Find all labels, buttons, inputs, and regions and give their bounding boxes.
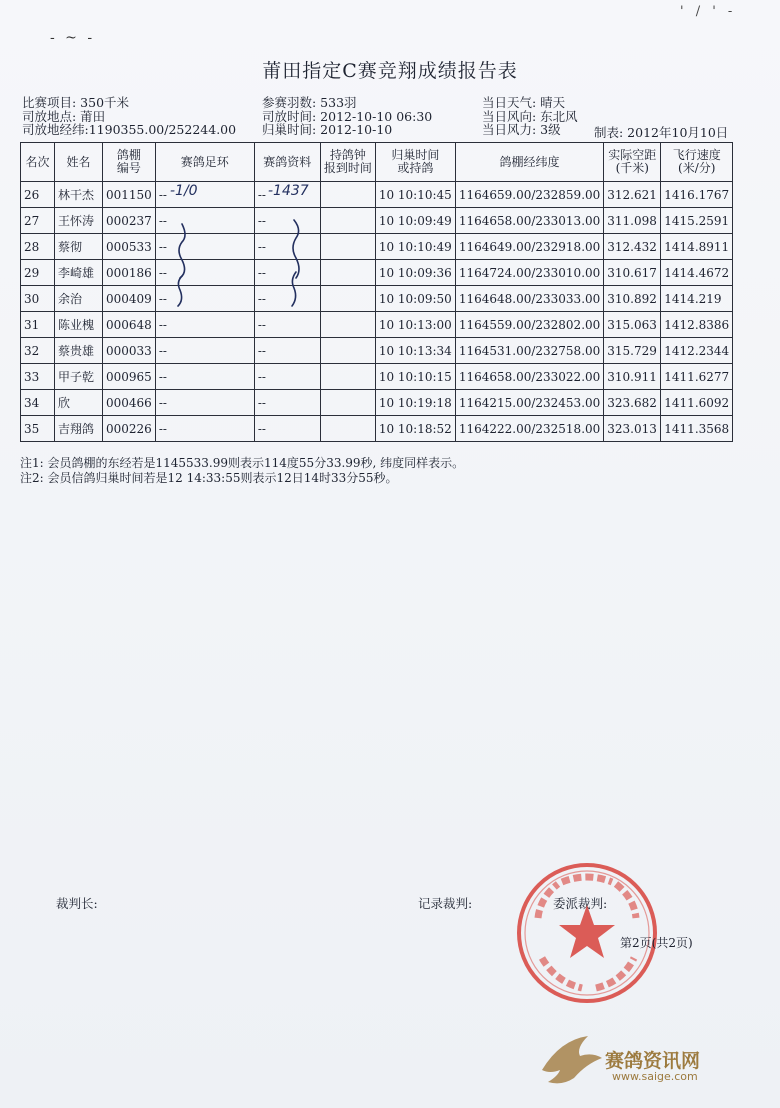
rank-cell: 34 (21, 390, 55, 416)
column-header: 实际空距 (千米) (604, 143, 661, 182)
info-cell: -- (254, 364, 320, 390)
table-row (21, 364, 733, 390)
return-date: 归巢时间: 2012-10-10 (262, 122, 393, 137)
rank-cell: 31 (21, 312, 55, 338)
table-row (21, 338, 733, 364)
return-time-cell: 10 10:18:52 (375, 416, 455, 442)
ring-cell: -- (155, 416, 254, 442)
speed-cell: 1411.3568 (661, 416, 733, 442)
clock-cell (320, 234, 375, 260)
weather: 当日天气: 晴天 (482, 95, 566, 110)
loft-id-cell: 000648 (103, 312, 156, 338)
return-time-cell: 10 10:10:15 (375, 364, 455, 390)
name-cell: 陈业槐 (55, 312, 103, 338)
wind-direction: 当日风向: 东北风 (482, 108, 578, 124)
ring-cell: -- (155, 208, 254, 234)
return-time-cell: 10 10:19:18 (375, 390, 455, 416)
return-time-cell: 10 10:10:49 (375, 234, 455, 260)
record-referee-label: 记录裁判: (418, 896, 473, 911)
watermark-name: 赛鸽资讯网 (605, 1050, 701, 1072)
handwritten-info-note: -1437 (268, 183, 309, 199)
ring-cell: -- (155, 390, 254, 416)
coordinate-cell: 1164559.00/232802.00 (455, 312, 603, 338)
clock-cell (320, 364, 375, 390)
distance-cell: 323.013 (604, 416, 661, 442)
distance-cell: 310.911 (604, 364, 661, 390)
column-header: 鸽棚 编号 (103, 143, 156, 182)
coordinate-cell: 1164649.00/232918.00 (455, 234, 603, 260)
clock-cell (320, 208, 375, 234)
footnote-2: 注2: 会员信鸽归巢时间若是12 14:33:55则表示12日14时33分55秒。 (20, 471, 398, 485)
info-cell: -- (254, 416, 320, 442)
coordinate-cell: 1164659.00/232859.00 (455, 182, 603, 208)
distance-cell: 323.682 (604, 390, 661, 416)
loft-id-cell: 000033 (103, 338, 156, 364)
footnotes (20, 456, 464, 486)
return-time-cell: 10 10:13:34 (375, 338, 455, 364)
coordinate-cell: 1164658.00/233013.00 (455, 208, 603, 234)
assigned-referee-label: 委派裁判: (553, 896, 608, 911)
ring-cell: -- (155, 260, 254, 286)
info-cell: -- (254, 234, 320, 260)
return-time-cell: 10 10:13:00 (375, 312, 455, 338)
speed-cell: 1414.219 (661, 286, 733, 312)
header-column-middle (262, 96, 432, 137)
table-header-row (21, 143, 733, 182)
loft-id-cell: 000965 (103, 364, 156, 390)
chief-referee-label: 裁判长: (56, 896, 98, 911)
coordinate-cell: 1164531.00/232758.00 (455, 338, 603, 364)
header-column-left (22, 96, 236, 137)
speed-cell: 1415.2591 (661, 208, 733, 234)
table-row (21, 208, 733, 234)
column-header: 持鸽钟 报到时间 (320, 143, 375, 182)
table-body (21, 182, 733, 442)
loft-id-cell: 000409 (103, 286, 156, 312)
return-time-cell: 10 10:09:50 (375, 286, 455, 312)
name-cell: 蔡贵雄 (55, 338, 103, 364)
official-seal-icon (512, 858, 662, 1008)
watermark-url: www.saige.com (612, 1070, 698, 1083)
loft-id-cell: 000466 (103, 390, 156, 416)
start-place: 司放地点: 莆田 (22, 108, 106, 124)
wind-force: 当日风力: 3级 (482, 122, 561, 137)
clock-cell (320, 416, 375, 442)
page-number: 第2页(共2页) (620, 936, 693, 950)
rank-cell: 27 (21, 208, 55, 234)
loft-id-cell: 001150 (103, 182, 156, 208)
column-header: 赛鸽资料 (254, 143, 320, 182)
loft-id-cell: 000533 (103, 234, 156, 260)
info-cell: -- (254, 286, 320, 312)
return-time-cell: 10 10:10:45 (375, 182, 455, 208)
loft-id-cell: 000186 (103, 260, 156, 286)
entry-count: 参赛羽数: 533羽 (262, 95, 357, 110)
made-date: 制表: 2012年10月10日 (594, 125, 729, 140)
coordinate-cell: 1164222.00/232518.00 (455, 416, 603, 442)
table-row (21, 416, 733, 442)
clock-cell (320, 182, 375, 208)
coordinate-cell: 1164648.00/233033.00 (455, 286, 603, 312)
results-table (20, 142, 733, 442)
info-cell: -- (254, 182, 320, 208)
speed-cell: 1414.8911 (661, 234, 733, 260)
footnote-1: 注1: 会员鸽棚的东经若是1145533.99则表示114度55分33.99秒, 纬度同样表示。 (20, 456, 465, 470)
start-coordinates: 司放地经纬:1190355.00/252244.00 (22, 122, 237, 137)
header-column-right (482, 96, 578, 137)
distance-cell: 312.621 (604, 182, 661, 208)
release-time: 司放时间: 2012-10-10 06:30 (262, 108, 433, 124)
distance-cell: 310.617 (604, 260, 661, 286)
table-row (21, 182, 733, 208)
column-header: 赛鸽足环 (155, 143, 254, 182)
info-cell: -- (254, 208, 320, 234)
ring-cell: -- (155, 286, 254, 312)
speed-cell: 1411.6092 (661, 390, 733, 416)
name-cell: 林干杰 (55, 182, 103, 208)
table-row (21, 286, 733, 312)
coordinate-cell: 1164658.00/233022.00 (455, 364, 603, 390)
loft-id-cell: 000226 (103, 416, 156, 442)
rank-cell: 29 (21, 260, 55, 286)
distance-cell: 315.729 (604, 338, 661, 364)
ring-cell: -- (155, 312, 254, 338)
clock-cell (320, 312, 375, 338)
rank-cell: 33 (21, 364, 55, 390)
speed-cell: 1412.2344 (661, 338, 733, 364)
ring-cell: -- (155, 182, 254, 208)
info-cell: -- (254, 338, 320, 364)
table-row (21, 390, 733, 416)
name-cell: 欣 (55, 390, 103, 416)
coordinate-cell: 1164215.00/232453.00 (455, 390, 603, 416)
distance-cell: 310.892 (604, 286, 661, 312)
report-title: 莆田指定C赛竞翔成绩报告表 (262, 60, 518, 82)
speed-cell: 1414.4672 (661, 260, 733, 286)
name-cell: 王怀涛 (55, 208, 103, 234)
race-item: 比赛项目: 350千米 (22, 95, 130, 110)
table-row (21, 260, 733, 286)
info-cell: -- (254, 312, 320, 338)
ring-cell: -- (155, 234, 254, 260)
table-row (21, 234, 733, 260)
info-cell: -- (254, 390, 320, 416)
ring-cell: -- (155, 338, 254, 364)
speed-cell: 1416.1767 (661, 182, 733, 208)
distance-cell: 315.063 (604, 312, 661, 338)
column-header: 姓名 (55, 143, 103, 182)
table-row (21, 312, 733, 338)
column-header: 鸽棚经纬度 (455, 143, 603, 182)
clock-cell (320, 286, 375, 312)
name-cell: 余治 (55, 286, 103, 312)
column-header: 归巢时间 或持鸽 (375, 143, 455, 182)
rank-cell: 30 (21, 286, 55, 312)
rank-cell: 35 (21, 416, 55, 442)
speed-cell: 1411.6277 (661, 364, 733, 390)
name-cell: 蔡彻 (55, 234, 103, 260)
name-cell: 吉翔鸽 (55, 416, 103, 442)
ring-cell: -- (155, 364, 254, 390)
clock-cell (320, 260, 375, 286)
speed-cell: 1412.8386 (661, 312, 733, 338)
name-cell: 李崎雄 (55, 260, 103, 286)
corner-scribble-left: - ~ - (50, 30, 96, 46)
clock-cell (320, 390, 375, 416)
rank-cell: 28 (21, 234, 55, 260)
return-time-cell: 10 10:09:36 (375, 260, 455, 286)
clock-cell (320, 338, 375, 364)
loft-id-cell: 000237 (103, 208, 156, 234)
name-cell: 甲子乾 (55, 364, 103, 390)
coordinate-cell: 1164724.00/233010.00 (455, 260, 603, 286)
distance-cell: 312.432 (604, 234, 661, 260)
info-cell: -- (254, 260, 320, 286)
corner-scribble-right: ' / ' - (680, 4, 737, 19)
rank-cell: 32 (21, 338, 55, 364)
handwritten-ring-note: -1/0 (170, 183, 198, 199)
watermark-pigeon-icon (536, 1030, 608, 1090)
rank-cell: 26 (21, 182, 55, 208)
column-header: 飞行速度 (米/分) (661, 143, 733, 182)
column-header: 名次 (21, 143, 55, 182)
distance-cell: 311.098 (604, 208, 661, 234)
return-time-cell: 10 10:09:49 (375, 208, 455, 234)
